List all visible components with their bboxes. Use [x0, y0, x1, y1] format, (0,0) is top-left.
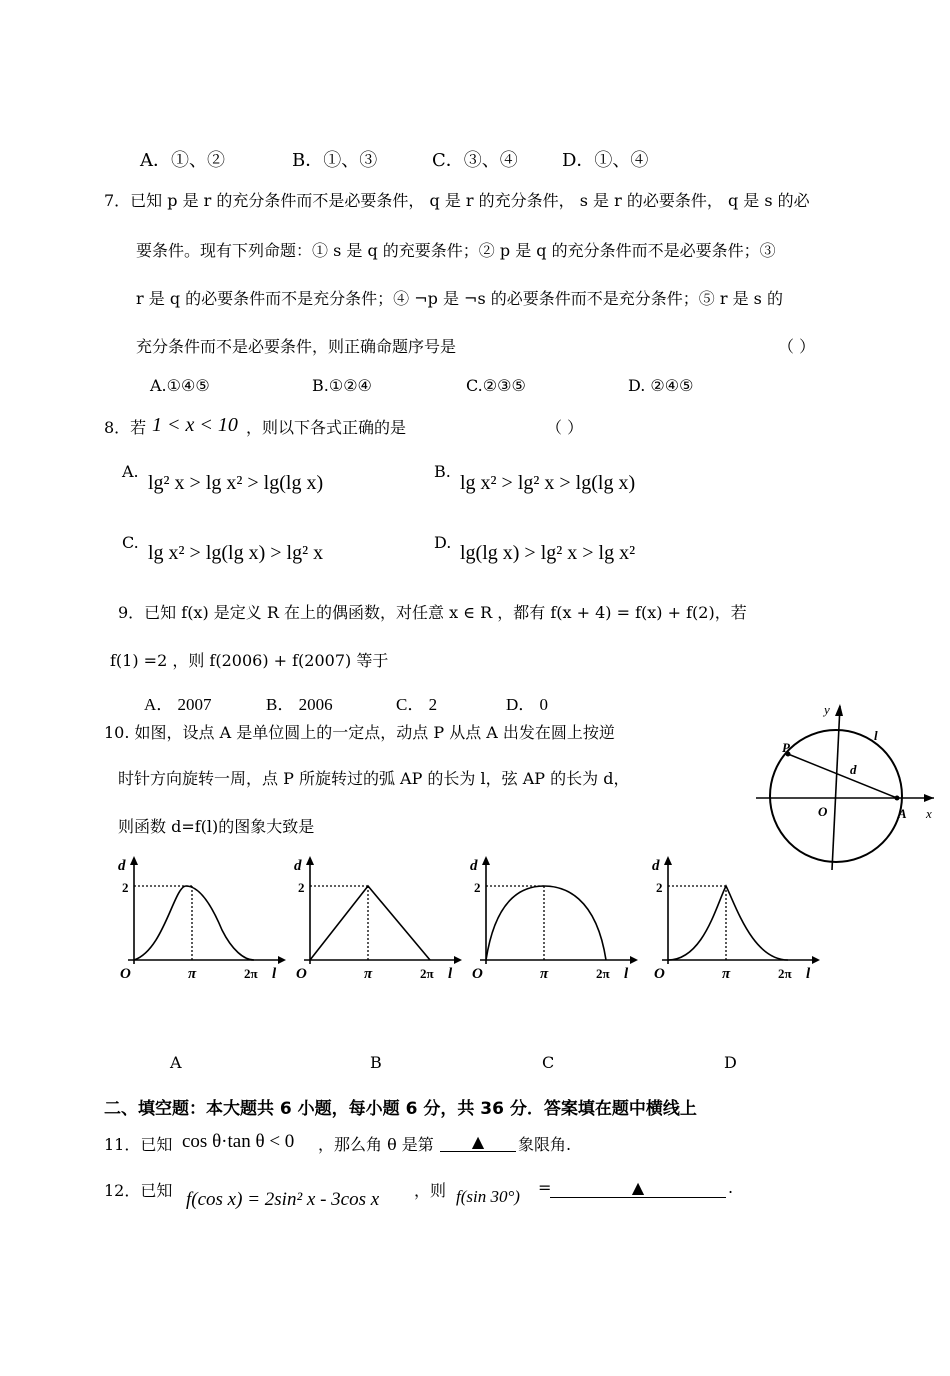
graph-x-arrow: [812, 956, 820, 964]
graph-curve: [134, 886, 254, 960]
graph-option-a: [112, 852, 292, 992]
chord-d-label: d: [850, 762, 857, 777]
graph-d-label: d: [470, 858, 478, 874]
graph-y-arrow: [130, 856, 138, 865]
y-axis-label: y: [824, 702, 830, 717]
q8-condition: 1 < x < 10: [152, 414, 238, 436]
q8-option-a-expr: lg² x > lg x² > lg(lg x): [148, 472, 324, 494]
graph-d-label: d: [652, 858, 660, 874]
graph-curve: [668, 886, 788, 960]
q8-option-b-label: B.: [434, 462, 451, 481]
point-a-label: A: [898, 806, 907, 821]
graph-twopi-label: 2π: [244, 966, 258, 981]
graph-d-label: d: [294, 858, 302, 874]
q9-option-c: C． 2: [396, 695, 438, 714]
q9-line-1: 9．已知 f(x) 是定义 R 在上的偶函数，对任意 x ∈ R ，都有 f(x + 4) = f(x) + f(2)，若: [118, 603, 747, 622]
q11-answer-blank[interactable]: ▲: [440, 1132, 516, 1152]
q6-option-c: C．③、④: [432, 150, 518, 171]
q12-mid: ，则: [414, 1181, 447, 1200]
q7-answer-paren: （ ）: [778, 337, 816, 356]
q10-line-2: 时针方向旋转一周，点 P 所旋转过的弧 AP 的长为 l，弦 AP 的长为 d，: [118, 769, 630, 788]
q7-option-a: A.①④⑤: [150, 376, 210, 395]
graph-y-arrow: [664, 856, 672, 865]
q8-answer-paren: （ ）: [546, 418, 584, 437]
q10-caption-d: D: [724, 1053, 737, 1072]
y-axis-arrow: [835, 704, 843, 716]
q8-option-a-label: A.: [122, 462, 139, 481]
graph-two-label: 2: [122, 880, 129, 895]
q8-option-d-expr: lg(lg x) > lg² x > lg x²: [460, 542, 636, 564]
q8-option-c-label: C.: [122, 533, 139, 552]
q7-option-b: B.①②④: [312, 376, 372, 395]
q10-caption-a: A: [170, 1053, 182, 1072]
point-a: [895, 796, 900, 801]
q12-expr: f(cos x) = 2sin² x - 3cos x: [186, 1189, 380, 1210]
graph-l-label: l: [806, 966, 811, 982]
q12-expr-2: f(sin 30°): [456, 1187, 520, 1206]
q7-line-2: 要条件。现有下列命题：① s 是 q 的充要条件；② p 是 q 的充分条件而不是必要条件；③: [136, 241, 776, 260]
chord-ap: [788, 754, 897, 798]
q8-option-b-expr: lg x² > lg² x > lg(lg x): [460, 472, 636, 494]
graph-origin-label: O: [472, 966, 483, 982]
graph-twopi-label: 2π: [778, 966, 792, 981]
graph-pi-label: π: [364, 966, 373, 982]
graph-pi-label: π: [540, 966, 549, 982]
graph-y-arrow: [482, 856, 490, 865]
graph-twopi-label: 2π: [596, 966, 610, 981]
origin-label: O: [818, 804, 828, 819]
q6-option-d: D．①、④: [562, 150, 649, 171]
graph-two-label: 2: [656, 880, 663, 895]
graph-option-d: [646, 852, 826, 992]
unit-circle-figure: [752, 700, 938, 872]
q10-caption-c: C: [542, 1053, 555, 1072]
graph-curve: [486, 886, 606, 960]
graph-y-arrow: [306, 856, 314, 865]
q9-option-b: B． 2006: [266, 695, 333, 714]
q12-answer-blank[interactable]: ▲: [550, 1178, 726, 1198]
q11-suffix: 象限角.: [518, 1135, 572, 1154]
graph-pi-label: π: [722, 966, 731, 982]
q6-option-a: A．①、②: [140, 150, 225, 171]
q6-option-b: B．①、③: [292, 150, 378, 171]
graph-l-label: l: [624, 966, 629, 982]
graph-origin-label: O: [120, 966, 131, 982]
q11-mid: ，那么角 θ 是第: [318, 1135, 434, 1154]
q12-prefix: 12．已知: [104, 1181, 173, 1200]
graph-l-label: l: [448, 966, 453, 982]
q10-line-1: 10. 如图，设点 A 是单位圆上的一定点，动点 P 从点 A 出发在圆上按逆: [104, 723, 615, 742]
graph-x-arrow: [630, 956, 638, 964]
q10-caption-b: B: [370, 1053, 382, 1072]
q9-option-a: A． 2007: [144, 695, 212, 714]
graph-option-b: [288, 852, 468, 992]
q10-line-3: 则函数 d=f(l)的图象大致是: [118, 817, 315, 836]
graph-origin-label: O: [296, 966, 307, 982]
q11-prefix: 11．已知: [104, 1135, 173, 1154]
graph-two-label: 2: [474, 880, 481, 895]
graph-two-label: 2: [298, 880, 305, 895]
q7-line-3: r 是 q 的必要条件而不是充分条件；④ ¬p 是 ¬s 的必要条件而不是充分条件；⑤ r 是 s 的: [136, 289, 783, 308]
q11-expr: cos θ·tan θ < 0: [182, 1131, 295, 1152]
graph-l-label: l: [272, 966, 277, 982]
q7-line-4: 充分条件而不是必要条件，则正确命题序号是: [136, 337, 457, 356]
q7-option-c: C.②③⑤: [466, 376, 526, 395]
section-2-heading: 二、填空题：本大题共 6 小题，每小题 6 分，共 36 分．答案填在题中横线上: [104, 1099, 697, 1119]
q8-option-d-label: D.: [434, 533, 452, 552]
q7-line-1: 7．已知 p 是 r 的充分条件而不是必要条件， q 是 r 的充分条件， s 是 r 的必要条件， q 是 s 的必: [104, 191, 810, 210]
graph-d-label: d: [118, 858, 126, 874]
graph-origin-label: O: [654, 966, 665, 982]
graph-x-arrow: [278, 956, 286, 964]
q7-option-d: D. ②④⑤: [628, 376, 694, 395]
q8-suffix: ，则以下各式正确的是: [246, 418, 407, 437]
point-p-label: P: [782, 740, 790, 755]
q9-line-2: f(1) =2 ，则 f(2006) + f(2007) 等于: [110, 651, 389, 670]
x-axis-arrow: [924, 794, 934, 802]
graph-x-arrow: [454, 956, 462, 964]
graph-option-c: [464, 852, 644, 992]
q12-end: .: [728, 1178, 734, 1197]
x-axis-label: x: [926, 806, 932, 821]
graph-twopi-label: 2π: [420, 966, 434, 981]
arc-l-label: l: [874, 728, 878, 743]
graph-curve: [310, 886, 430, 960]
graph-pi-label: π: [188, 966, 197, 982]
q12-equals: =: [538, 1178, 552, 1197]
q8-prefix: 8．若: [104, 418, 147, 437]
q8-option-c-expr: lg x² > lg(lg x) > lg² x: [148, 542, 324, 564]
q9-option-d: D． 0: [506, 695, 549, 714]
